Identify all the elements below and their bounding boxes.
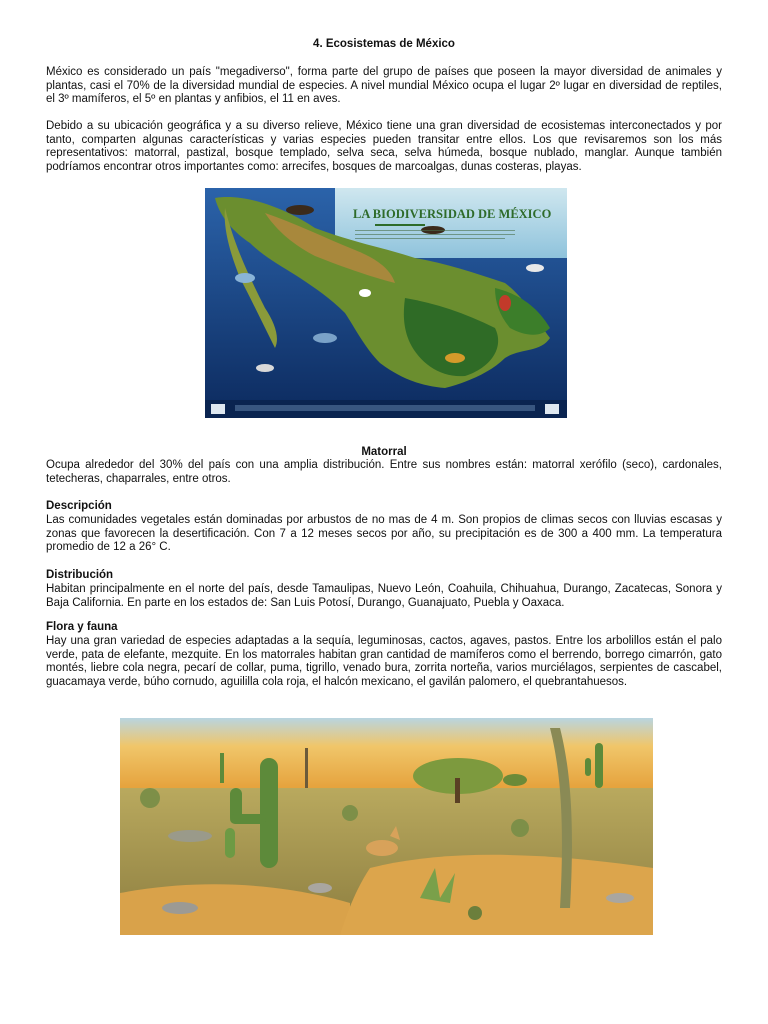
poster-footer-logo [211, 404, 225, 414]
shrub [140, 788, 160, 808]
document-title: 4. Ecosistemas de México [313, 38, 455, 50]
whale-silhouette [235, 273, 255, 283]
saguaro-cactus [260, 758, 278, 868]
poster-footer-logo [545, 404, 559, 414]
matorral-heading: Matorral [361, 446, 407, 458]
poster-caption-line [355, 238, 505, 239]
poster-heading: LA BIODIVERSIDAD DE MÉXICO [353, 207, 552, 221]
rock [308, 883, 332, 893]
dry-ocotillo [305, 748, 308, 788]
distant-cactus [595, 743, 603, 788]
desert-scrubland-illustration [120, 718, 653, 935]
intro-paragraph-2: Debido a su ubicación geográfica y a su diverso relieve, México tiene una gran diversidad de ecosistemas interconectados y por tanto, comparten algunas características y varias especies pueden transitar entre ellos. Los que revisaremos son los más representativos: matorral, pastizal, bosque templado, selva seca, selva húmeda, bosque nublado, manglar. Aunque también podríamos encontrar otros importantes como: arrecifes, bosques de marcoalgas, dunas costeras, playas. [46, 120, 722, 173]
poster-caption-line [355, 234, 515, 235]
fox-silhouette [366, 840, 398, 856]
intro-paragraph-1: México es considerado un país "megadiverso", forma parte del grupo de países que poseen la mayor diversidad de animales y plantas, casi el 70% de la diversidad mundial de especies. A nivel mundial México ocupa el lugar 2º lugar en diversidad de reptiles, el 3º mamíferos, el 5º en plantas y anfibios, el 11 en aves. [46, 66, 722, 106]
shrub [342, 805, 358, 821]
distant-cactus-arm [585, 758, 591, 776]
mesquite-tree-trunk [455, 778, 460, 803]
flora-fauna-text: Hay una gran variedad de especies adaptadas a la sequía, leguminosas, cactos, agaves, pastos. Entre los arbolillos están el palo verde, pata de elefante, mezquite. En los matorrales habitan gran cantidad de mamíferos como el berrendo, borrego cimarrón, gato montés, liebre cola negra, pecarí de collar, puma, tigrillo, venado bura, zorrita norteña, varios murciélagos, serpientes de cascabel, guacamaya verde, búho cornudo, aguililla cola roja, el halcón mexicano, el gavilán palomero, el quebrantahuesos. [46, 635, 722, 688]
matorral-intro: Ocupa alrededor del 30% del país con una amplia distribución. Entre sus nombres están: matorral xerófilo (seco), cardonales, tetecheras, chaparrales, entre otros. [46, 459, 722, 485]
small-cactus [225, 828, 235, 858]
poster-subheading-line [375, 224, 425, 226]
descripcion-text: Las comunidades vegetales están dominadas por arbustos de no mas de 4 m. Son propios de climas secos con lluvias escasas y zonas que favorecen la desertificación. Con 7 a 12 meses secos por año, su precipitación es de 300 a 400 mm. La temperatura promedio de 12 a 26° C. [46, 514, 722, 554]
macaw-silhouette [499, 295, 511, 311]
poster-caption-line [355, 230, 515, 231]
sand-dune-right [340, 855, 653, 935]
rock-cluster [168, 830, 212, 842]
dolphin-silhouette [313, 333, 337, 343]
descripcion-heading: Descripción [46, 500, 112, 512]
poster-footer-species-row [235, 405, 535, 411]
small-bird-silhouette [359, 289, 371, 297]
distant-shrub [503, 774, 527, 786]
shrub [468, 906, 482, 920]
jaguar-silhouette [445, 353, 465, 363]
bird-silhouette [286, 205, 314, 215]
distribucion-text: Habitan principalmente en el norte del país, desde Tamaulipas, Nuevo León, Coahuila, Chihuahua, Durango, Zacatecas, Sonora y Baja California. En parte en los estados de: San Luis Potosí, Durango, Guanajuato, Puebla y Oaxaca. [46, 583, 722, 609]
distant-cactus [220, 753, 224, 783]
biodiversity-poster-image [205, 188, 567, 418]
rock [162, 902, 198, 914]
fish-silhouette [526, 264, 544, 272]
turtle-silhouette [256, 364, 274, 372]
distribucion-heading: Distribución [46, 569, 114, 581]
rock [606, 893, 634, 903]
desert-sky [120, 718, 653, 798]
flora-fauna-heading: Flora y fauna [46, 621, 118, 633]
saguaro-cactus-arm [230, 814, 266, 824]
shrub [511, 819, 529, 837]
